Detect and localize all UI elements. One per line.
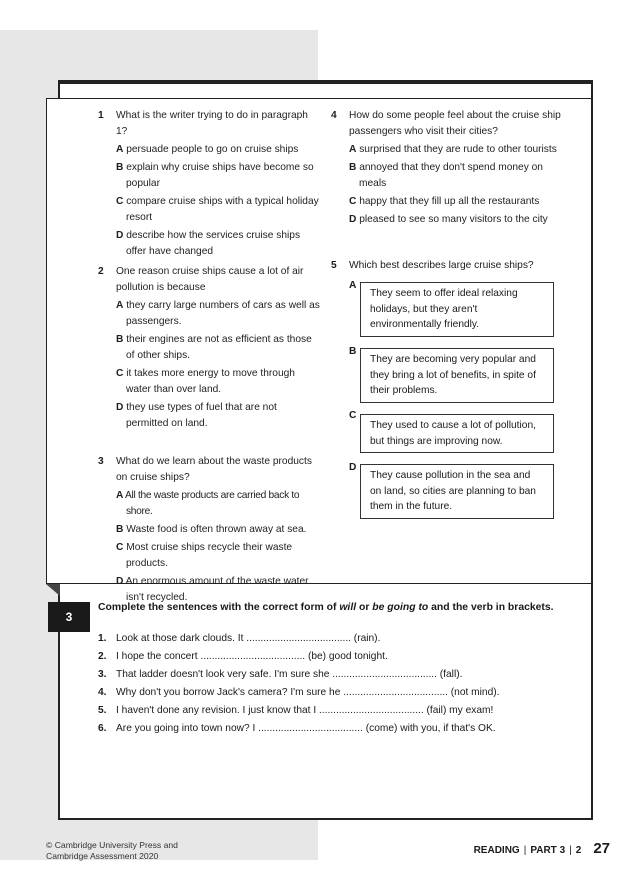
question-stem: What do we learn about the waste products on cruise ships?: [116, 456, 312, 483]
question-1: [98, 108, 321, 262]
sentence-item[interactable]: 6. Are you going into town now? I ..................................... (come) with you, if that's OK.: [98, 723, 496, 734]
sentence-item[interactable]: 4. Why don't you borrow Jack's camera? I'm sure he ..................................... (not mind).: [98, 687, 500, 698]
answer-card-d[interactable]: They cause pollution in the sea and on land, so cities are planning to ban them in the future.: [360, 464, 554, 519]
option-d[interactable]: D pleased to see so many visitors to the city: [349, 214, 548, 225]
option-b[interactable]: B their engines are not as efficient as those of other ships.: [116, 334, 312, 361]
question-2: [98, 264, 321, 434]
part-number: 2: [575, 845, 582, 856]
question-stem: One reason cruise ships cause a lot of air pollution is because: [116, 266, 304, 293]
option-c[interactable]: C compare cruise ships with a typical holiday resort: [116, 196, 319, 223]
question-number: 3: [98, 456, 104, 467]
card-letter-d: D: [349, 462, 357, 473]
sentence-item[interactable]: 1. Look at those dark clouds. It ..................................... (rain).: [98, 633, 381, 644]
option-b[interactable]: B annoyed that they don't spend money on meals: [349, 162, 543, 189]
exercise-number-tab: 3: [48, 602, 90, 632]
question-stem: Which best describes large cruise ships?: [349, 260, 534, 271]
option-d[interactable]: D An enormous amount of the waste water isn't recycled.: [116, 576, 309, 603]
page-number: 27: [593, 840, 610, 857]
answer-card-b[interactable]: They are becoming very popular and they bring a lot of benefits, in spite of their problems.: [360, 348, 554, 403]
question-stem: How do some people feel about the cruise ship passengers who visit their cities?: [349, 110, 561, 137]
question-5: [331, 258, 559, 512]
option-a[interactable]: A persuade people to go on cruise ships: [116, 144, 299, 155]
copyright-notice: © Cambridge University Press and Cambridge Assessment 2020: [46, 840, 178, 861]
separator: |: [523, 845, 527, 856]
section-label: READING: [473, 845, 520, 856]
question-stem: What is the writer trying to do in paragraph 1?: [116, 110, 308, 137]
option-a[interactable]: A All the waste products are carried back to shore.: [116, 490, 300, 517]
sentence-item[interactable]: 5. I haven't done any revision. I just know that I ..................................... (fail) my exam!: [98, 705, 494, 716]
option-c[interactable]: C happy that they fill up all the restaurants: [349, 196, 540, 207]
separator: |: [569, 845, 572, 856]
question-3: [98, 454, 326, 608]
card-letter-c: C: [349, 410, 357, 421]
option-c[interactable]: C Most cruise ships recycle their waste products.: [116, 542, 293, 569]
question-number: 4: [331, 110, 337, 121]
option-c[interactable]: C it takes more energy to move through water than over land.: [116, 368, 295, 395]
sentence-list: [98, 630, 568, 738]
card-letter-b: B: [349, 346, 357, 357]
sentence-item[interactable]: 3. That ladder doesn't look very safe. I'm sure she ..................................... (fall).: [98, 669, 463, 680]
question-number: 1: [98, 110, 104, 121]
option-d[interactable]: D they use types of fuel that are not permitted on land.: [116, 402, 277, 429]
part-label: PART 3: [530, 845, 566, 856]
exercise-instructions: Complete the sentences with the correct form of will or be going to and the verb in brackets.: [98, 602, 554, 613]
question-number: 5: [331, 260, 337, 271]
option-a[interactable]: A they carry large numbers of cars as well as passengers.: [116, 300, 320, 327]
option-d[interactable]: D describe how the services cruise ships offer have changed: [116, 230, 301, 257]
option-b[interactable]: B Waste food is often thrown away at sea.: [116, 524, 307, 535]
option-a[interactable]: A surprised that they are rude to other tourists: [349, 144, 557, 155]
card-letter-a: A: [349, 280, 357, 291]
option-b[interactable]: B explain why cruise ships have become so popular: [116, 162, 314, 189]
corner-marker: [46, 584, 60, 596]
answer-card-a[interactable]: They seem to offer ideal relaxing holidays, but they aren't environmentally friendly.: [360, 282, 554, 337]
question-number: 2: [98, 266, 104, 277]
page-footer-label: [474, 840, 610, 857]
question-4: [331, 108, 561, 230]
sentence-item[interactable]: 2. I hope the concert ..................................... (be) good tonight.: [98, 651, 388, 662]
answer-card-c[interactable]: They used to cause a lot of pollution, but things are improving now.: [360, 414, 554, 453]
